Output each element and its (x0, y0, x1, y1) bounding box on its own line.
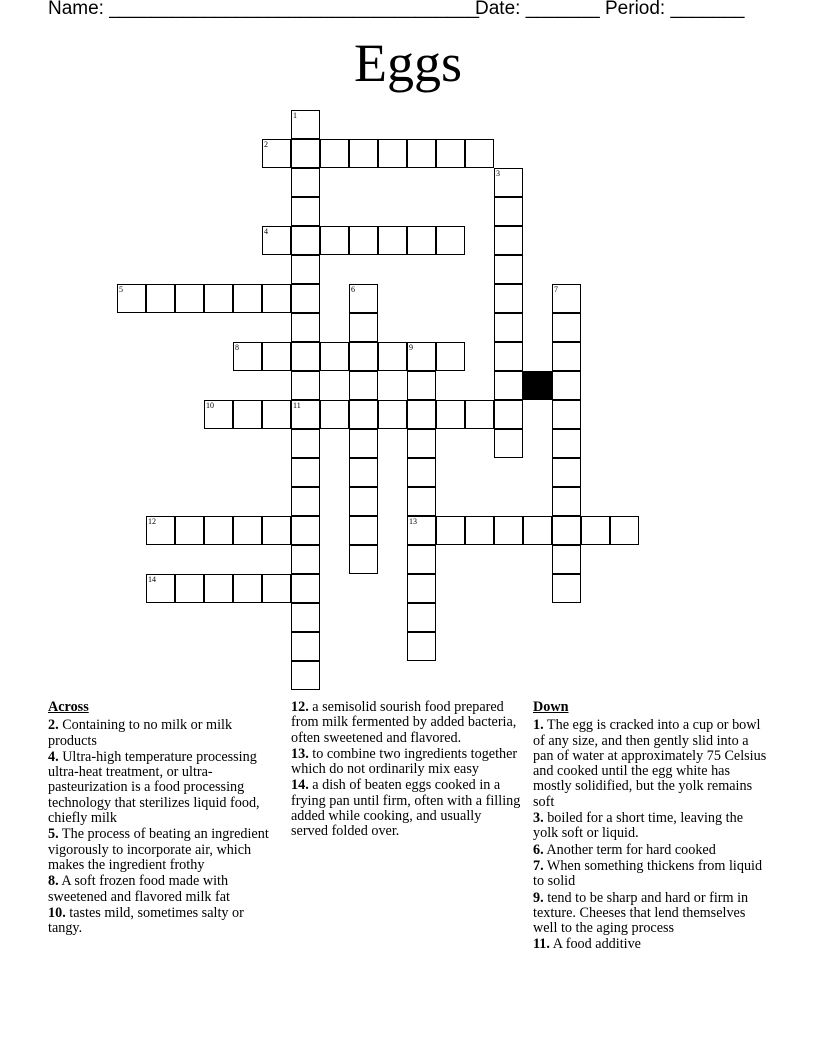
grid-cell[interactable] (291, 400, 320, 429)
grid-cell[interactable] (407, 400, 436, 429)
clue-number-label: 8 (235, 343, 239, 352)
grid-cell[interactable] (291, 661, 320, 690)
clue-item (533, 937, 768, 952)
grid-cell[interactable] (175, 284, 204, 313)
clue-text: A soft frozen food made with sweetened and flavored milk fat (48, 873, 230, 905)
clue-number: 8. (48, 873, 59, 890)
grid-cell[interactable] (320, 400, 349, 429)
grid-cell[interactable] (552, 458, 581, 487)
grid-cell[interactable] (117, 284, 146, 313)
clue-text: boiled for a short time, leaving the yolk soft or liquid. (533, 810, 743, 842)
date-field[interactable]: Date: _______ (475, 0, 600, 19)
grid-cell[interactable] (407, 516, 436, 545)
grid-cell[interactable] (436, 400, 465, 429)
clue-number: 1. (533, 717, 544, 734)
grid-cell[interactable] (552, 545, 581, 574)
grid-cell[interactable] (291, 342, 320, 371)
clue-text: The egg is cracked into a cup or bowl of any size, and then gently slid into a pan of water at approximately 75 Celsius and cooked until the egg white has mostly solidified, but the yolk remains soft (533, 717, 767, 810)
clue-number-label: 7 (554, 285, 558, 294)
grid-cell[interactable] (407, 139, 436, 168)
grid-cell[interactable] (552, 429, 581, 458)
grid-cell[interactable] (407, 545, 436, 574)
clue-number-label: 11 (293, 401, 301, 410)
clue-text: a semisolid sourish food prepared from milk fermented by added bacteria, often sweetened and flavored. (291, 699, 517, 746)
grid-cell[interactable] (494, 197, 523, 226)
grid-cell[interactable] (262, 342, 291, 371)
grid-cell[interactable] (349, 516, 378, 545)
clue-number: 5. (48, 826, 59, 843)
grid-cell[interactable] (233, 516, 262, 545)
grid-cell[interactable] (349, 429, 378, 458)
clue-number-label: 13 (409, 517, 417, 526)
grid-cell[interactable] (407, 632, 436, 661)
grid-cell[interactable] (291, 487, 320, 516)
grid-cell[interactable] (233, 574, 262, 603)
grid-cell[interactable] (552, 400, 581, 429)
clue-number: 13. (291, 745, 309, 762)
grid-cell[interactable] (581, 516, 610, 545)
across-clues-col2 (291, 700, 521, 841)
clue-number-label: 9 (409, 343, 413, 352)
grid-cell[interactable] (146, 284, 175, 313)
grid-cell[interactable] (494, 313, 523, 342)
grid-cell[interactable] (291, 197, 320, 226)
grid-cell[interactable] (349, 371, 378, 400)
clue-text: Ultra-high temperature processing ultra-heat treatment, or ultra-pasteurization is a food processing technology that sterilizes liquid food, chiefly milk (48, 748, 260, 827)
down-clues (533, 700, 768, 954)
grid-cell[interactable] (378, 139, 407, 168)
grid-cell[interactable] (436, 139, 465, 168)
grid-cell[interactable] (146, 574, 175, 603)
grid-cell[interactable] (204, 400, 233, 429)
black-cell (523, 371, 552, 400)
grid-cell[interactable] (494, 400, 523, 429)
grid-cell[interactable] (233, 400, 262, 429)
clue-item (48, 718, 278, 749)
grid-cell[interactable] (291, 574, 320, 603)
grid-cell[interactable] (407, 342, 436, 371)
clue-item (291, 700, 521, 746)
grid-cell[interactable] (552, 313, 581, 342)
grid-cell[interactable] (552, 574, 581, 603)
grid-cell[interactable] (407, 371, 436, 400)
page-title: Eggs (354, 33, 462, 93)
grid-cell[interactable] (349, 487, 378, 516)
grid-cell[interactable] (291, 313, 320, 342)
grid-cell[interactable] (378, 342, 407, 371)
grid-cell[interactable] (465, 139, 494, 168)
grid-cell[interactable] (494, 226, 523, 255)
grid-cell[interactable] (349, 545, 378, 574)
grid-cell[interactable] (204, 574, 233, 603)
clue-item (48, 750, 278, 826)
grid-cell[interactable] (175, 516, 204, 545)
clue-number: 12. (291, 699, 309, 715)
clue-text: a dish of beaten eggs cooked in a frying pan until firm, often with a filling added while cooking, and usually served folded over. (291, 777, 521, 840)
grid-cell[interactable] (291, 139, 320, 168)
clue-item (48, 906, 278, 937)
grid-cell[interactable] (262, 226, 291, 255)
clue-number: 2. (48, 717, 59, 734)
grid-cell[interactable] (378, 226, 407, 255)
grid-cell[interactable] (262, 400, 291, 429)
grid-cell[interactable] (291, 632, 320, 661)
clue-number-label: 4 (264, 227, 268, 236)
clue-number: 7. (533, 857, 544, 874)
grid-cell[interactable] (262, 284, 291, 313)
grid-cell[interactable] (291, 371, 320, 400)
clue-text: to combine two ingredients together which do not ordinarily mix easy (291, 745, 518, 778)
clue-number: 3. (533, 810, 544, 827)
grid-cell[interactable] (291, 255, 320, 284)
clue-number: 11. (533, 936, 550, 953)
grid-cell[interactable] (204, 284, 233, 313)
down-heading: Down (533, 699, 569, 715)
grid-cell[interactable] (291, 545, 320, 574)
grid-cell[interactable] (291, 168, 320, 197)
grid-cell[interactable] (552, 487, 581, 516)
across-clues-col1 (48, 700, 278, 937)
clue-text: Containing to no milk or milk products (48, 717, 233, 749)
grid-cell[interactable] (262, 139, 291, 168)
grid-cell[interactable] (291, 110, 320, 139)
clue-number-label: 5 (119, 285, 123, 294)
grid-cell[interactable] (523, 516, 552, 545)
grid-cell[interactable] (407, 458, 436, 487)
grid-cell[interactable] (494, 516, 523, 545)
grid-cell[interactable] (233, 284, 262, 313)
across-heading: Across (48, 699, 89, 715)
clue-number-label: 12 (148, 517, 156, 526)
clue-number: 6. (533, 841, 544, 858)
clue-item (533, 859, 768, 890)
grid-cell[interactable] (436, 226, 465, 255)
grid-cell[interactable] (407, 603, 436, 632)
grid-cell[interactable] (552, 342, 581, 371)
grid-cell[interactable] (465, 516, 494, 545)
grid-cell[interactable] (349, 139, 378, 168)
grid-cell[interactable] (494, 371, 523, 400)
clue-number-label: 2 (264, 140, 268, 149)
grid-cell[interactable] (494, 342, 523, 371)
grid-cell[interactable] (494, 255, 523, 284)
grid-cell[interactable] (465, 400, 494, 429)
grid-cell[interactable] (291, 516, 320, 545)
grid-cell[interactable] (320, 342, 349, 371)
grid-cell[interactable] (233, 342, 262, 371)
grid-cell[interactable] (349, 458, 378, 487)
clue-number-label: 6 (351, 285, 355, 294)
clue-text: tend to be sharp and hard or firm in texture. Cheeses that lend themselves well to the aging process (533, 889, 749, 937)
clue-item (533, 718, 768, 810)
grid-cell[interactable] (494, 429, 523, 458)
clue-number: 4. (48, 748, 59, 765)
clue-item (533, 843, 768, 858)
grid-cell[interactable] (349, 226, 378, 255)
grid-cell[interactable] (320, 226, 349, 255)
name-field[interactable]: Name: ___________________________________ (48, 0, 480, 19)
clue-item (533, 811, 768, 842)
grid-cell[interactable] (291, 226, 320, 255)
grid-cell[interactable] (291, 603, 320, 632)
grid-cell[interactable] (407, 226, 436, 255)
clue-text: tastes mild, sometimes salty or tangy. (48, 904, 244, 937)
grid-cell[interactable] (349, 400, 378, 429)
clue-text: The process of beating an ingredient vigorously to incorporate air, which makes the ingredient frothy (48, 826, 269, 873)
grid-cell[interactable] (436, 342, 465, 371)
grid-cell[interactable] (349, 342, 378, 371)
grid-cell[interactable] (407, 574, 436, 603)
grid-cell[interactable] (262, 516, 291, 545)
grid-cell[interactable] (349, 284, 378, 313)
grid-cell[interactable] (262, 574, 291, 603)
grid-cell[interactable] (407, 487, 436, 516)
period-field[interactable]: Period: _______ (605, 0, 745, 19)
grid-cell[interactable] (349, 313, 378, 342)
clue-number-label: 1 (293, 111, 297, 120)
grid-cell[interactable] (610, 516, 639, 545)
grid-cell[interactable] (291, 284, 320, 313)
clue-text: When something thickens from liquid to solid (533, 857, 763, 890)
clue-item (291, 778, 521, 839)
grid-cell[interactable] (407, 429, 436, 458)
clue-text: Another term for hard cooked (543, 841, 716, 858)
grid-cell[interactable] (175, 574, 204, 603)
grid-cell[interactable] (291, 458, 320, 487)
grid-cell[interactable] (552, 371, 581, 400)
clue-number-label: 10 (206, 401, 214, 410)
clue-text: A food additive (549, 936, 641, 953)
grid-cell[interactable] (320, 139, 349, 168)
grid-cell[interactable] (494, 168, 523, 197)
clue-item (533, 891, 768, 937)
grid-cell[interactable] (204, 516, 233, 545)
grid-cell[interactable] (552, 516, 581, 545)
grid-cell[interactable] (436, 516, 465, 545)
clue-number-label: 14 (148, 575, 156, 584)
clue-number: 10. (48, 904, 66, 921)
clue-item (291, 747, 521, 778)
clue-item (48, 874, 278, 905)
clue-number: 9. (533, 889, 544, 906)
grid-cell[interactable] (378, 400, 407, 429)
clue-number: 14. (291, 777, 309, 794)
grid-cell[interactable] (494, 284, 523, 313)
grid-cell[interactable] (146, 516, 175, 545)
grid-cell[interactable] (552, 284, 581, 313)
grid-cell[interactable] (291, 429, 320, 458)
clue-number-label: 3 (496, 169, 500, 178)
clue-item (48, 827, 278, 873)
